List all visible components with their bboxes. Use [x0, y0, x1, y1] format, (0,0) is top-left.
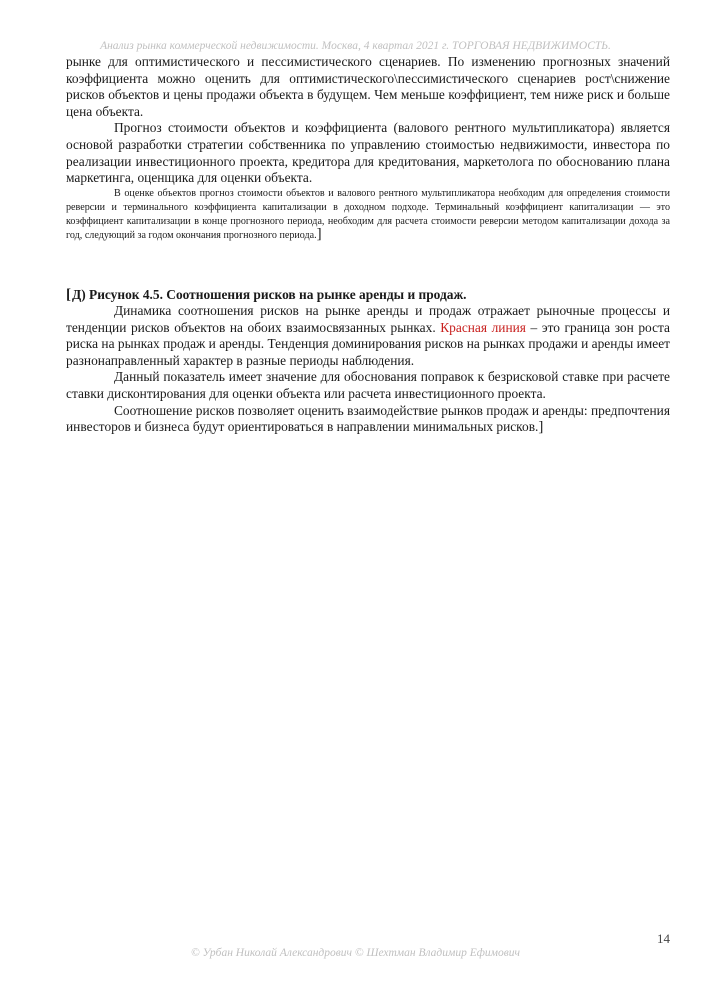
note-paragraph: [66, 187, 670, 244]
paragraph-discount-rate: Данный показатель имеет значение для обоснования поправок к безрисковой ставке при расчете ставки дисконтирования для оценки объекта или расчета инвестиционного проекта.: [66, 369, 670, 401]
section-forecast: [66, 54, 670, 244]
page-footer: © Урбан Николай Александрович © Шехтман Владимир Ефимович: [191, 947, 520, 959]
section-risk-ratio: [66, 286, 670, 436]
risk-dynamics-text-end: – это граница зон роста риска на рынках продаж и аренды. Тенденция доминирования рисков на рынках продажи и аренды имеет разнонаправленный характер в разные периоды наблюдения.: [66, 319, 670, 368]
heading-open-bracket: [: [66, 287, 71, 303]
paragraph-scenarios: рынке для оптимистического и пессимистического сценариев. По изменению прогнозных значений коэффициента можно оценить для оптимистического\пессимистического сценариев рост\снижение рисков объектов и цены продажи объекта в будущем. Чем меньше коэффициент, тем ниже риск и больше цена объекта.: [66, 54, 670, 119]
risk-dynamics-text-start: Динамика соотношения рисков на рынке аренды и продаж отражает рыночные процессы и тенденции рисков объектов на обоих взаимосвязанных рынках.: [66, 303, 670, 335]
paragraph-forecast-strategy: Прогноз стоимости объектов и коэффициента (валового рентного мультипликатора) является основой разработки стратегии собственника по управлению стоимостью недвижимости, инвестора по реализации инвестиционного проекта, кредитора для кредитования, маркетолога по обоснованию плана маркетинга, оценщика для оценки объекта.: [66, 120, 670, 186]
figure-heading-text: Д) Рисунок 4.5. Соотношения рисков на рынке аренды и продаж.: [72, 287, 467, 302]
paragraph-risk-interaction: [66, 403, 670, 436]
page-number: 14: [657, 931, 670, 946]
red-line-term: Красная линия: [440, 319, 526, 335]
paragraph-risk-dynamics: [66, 303, 670, 369]
risk-interaction-text: Соотношение рисков позволяет оценить взаимодействие рынков продаж и аренды: предпочтения инвесторов и бизнеса будут ориентироваться в направлении минимальных рисков.: [66, 402, 670, 435]
paragraph-end-bracket: ]: [538, 419, 544, 436]
figure-heading: [66, 286, 670, 303]
page-header: Анализ рынка коммерческой недвижимости. Москва, 4 квартал 2021 г. ТОРГОВАЯ НЕДВИЖИМОСТЬ.: [100, 40, 611, 52]
note-end-bracket: ]: [316, 226, 322, 243]
note-text: В оценке объектов прогноз стоимости объектов и валового рентного мультипликатора необходим для определения стоимости реверсии и терминального коэффициента капитализации в доходном подходе. Терминальный коэффициент капитализации — это коэффициент капитализации в конце прогнозного периода, необходим для расчета стоимости реверсии методом капитализации дохода за год, следующий за годом окончания прогнозного периода.: [66, 187, 670, 242]
